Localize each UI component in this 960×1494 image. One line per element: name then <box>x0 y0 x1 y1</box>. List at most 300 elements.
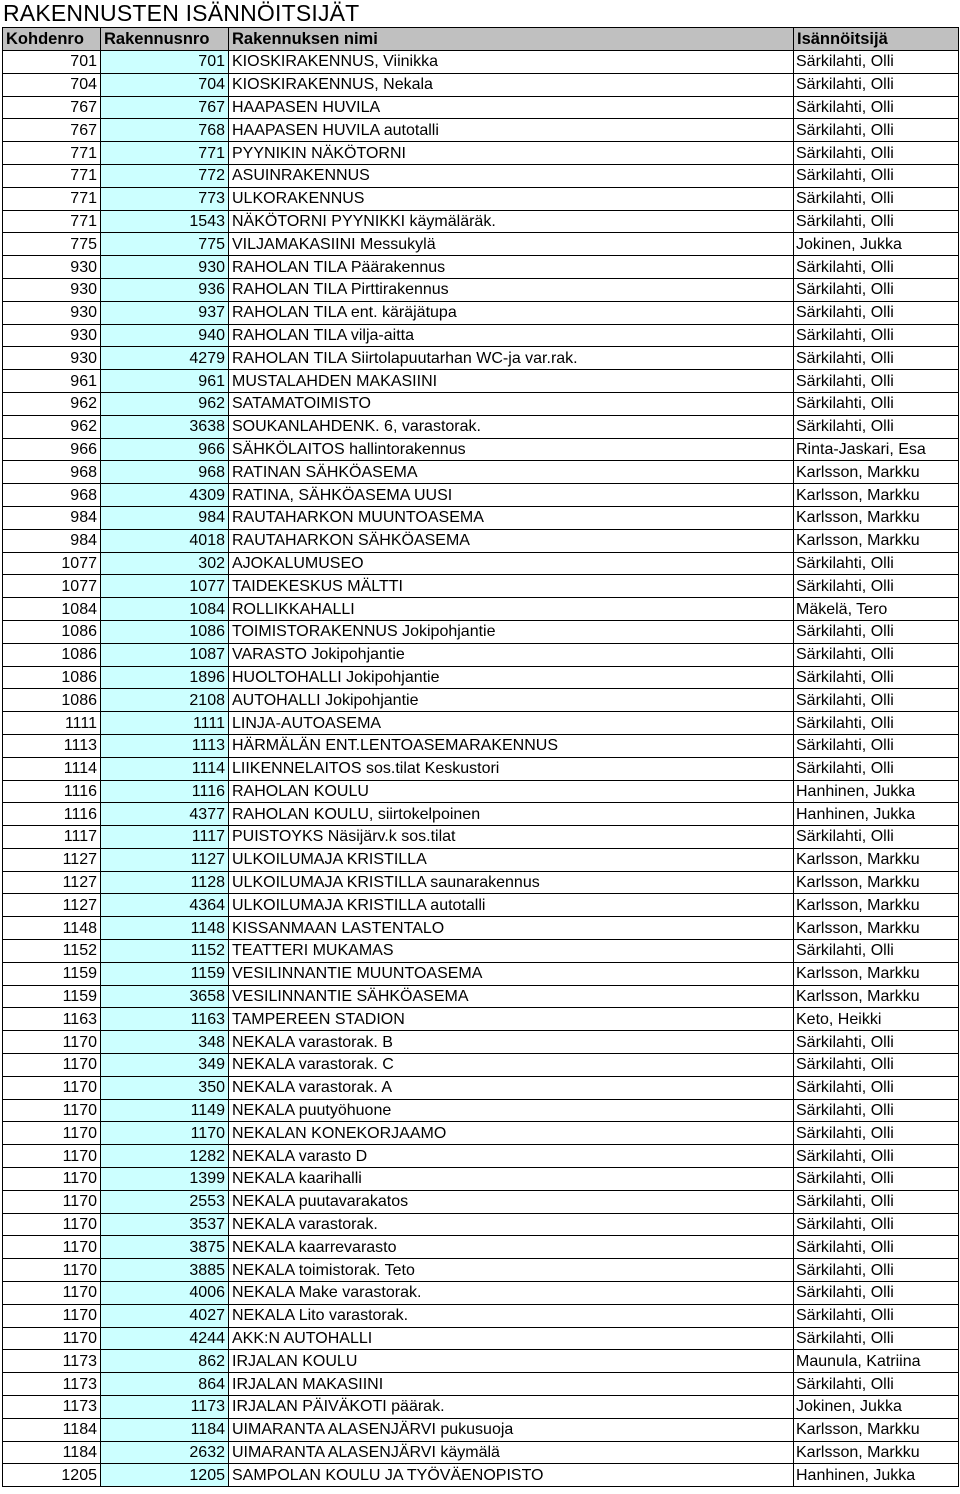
rakennusnro-cell: 4027 <box>101 1304 229 1327</box>
rakennuksen-nimi-cell: ULKORAKENNUS <box>229 187 794 210</box>
rakennuksen-nimi-cell: VESILINNANTIE MUUNTOASEMA <box>229 962 794 985</box>
rakennuksen-nimi-cell: NEKALA varasto D <box>229 1145 794 1168</box>
kohdenro-cell: 1111 <box>3 712 101 735</box>
isannoitsija-cell: Särkilahti, Olli <box>794 347 959 370</box>
kohdenro-cell: 1163 <box>3 1008 101 1031</box>
rakennusnro-cell: 1152 <box>101 940 229 963</box>
rakennuksen-nimi-cell: NEKALAN KONEKORJAAMO <box>229 1122 794 1145</box>
table-row <box>3 1282 959 1305</box>
kohdenro-cell: 1114 <box>3 757 101 780</box>
table-row <box>3 1122 959 1145</box>
kohdenro-cell: 767 <box>3 119 101 142</box>
rakennusnro-cell: 767 <box>101 96 229 119</box>
isannoitsija-cell: Särkilahti, Olli <box>794 940 959 963</box>
kohdenro-cell: 1170 <box>3 1236 101 1259</box>
kohdenro-cell: 1113 <box>3 734 101 757</box>
rakennuksen-nimi-cell: VILJAMAKASIINI Messukylä <box>229 233 794 256</box>
rakennuksen-nimi-cell: ULKOILUMAJA KRISTILLA saunarakennus <box>229 871 794 894</box>
isannoitsija-cell: Särkilahti, Olli <box>794 1122 959 1145</box>
kohdenro-cell: 771 <box>3 142 101 165</box>
rakennusnro-cell: 4006 <box>101 1282 229 1305</box>
rakennuksen-nimi-cell: HUOLTOHALLI Jokipohjantie <box>229 666 794 689</box>
table-row <box>3 1418 959 1441</box>
isannoitsija-cell: Karlsson, Markku <box>794 871 959 894</box>
rakennusnro-cell: 771 <box>101 142 229 165</box>
kohdenro-cell: 930 <box>3 347 101 370</box>
isannoitsija-cell: Särkilahti, Olli <box>794 620 959 643</box>
table-row <box>3 1259 959 1282</box>
rakennuksen-nimi-cell: SATAMATOIMISTO <box>229 392 794 415</box>
table-row <box>3 1190 959 1213</box>
isannoitsija-cell: Särkilahti, Olli <box>794 164 959 187</box>
rakennuksen-nimi-cell: PYYNIKIN NÄKÖTORNI <box>229 142 794 165</box>
kohdenro-cell: 1117 <box>3 826 101 849</box>
kohdenro-cell: 771 <box>3 187 101 210</box>
table-row <box>3 119 959 142</box>
table-row <box>3 484 959 507</box>
table-row <box>3 1373 959 1396</box>
rakennuksen-nimi-cell: ULKOILUMAJA KRISTILLA <box>229 848 794 871</box>
rakennusnro-cell: 864 <box>101 1373 229 1396</box>
kohdenro-cell: 767 <box>3 96 101 119</box>
kohdenro-cell: 1170 <box>3 1168 101 1191</box>
kohdenro-cell: 1127 <box>3 871 101 894</box>
isannoitsija-cell: Särkilahti, Olli <box>794 142 959 165</box>
rakennuksen-nimi-cell: RATINAN SÄHKÖASEMA <box>229 461 794 484</box>
rakennuksen-nimi-cell: PUISTOYKS Näsijärv.k sos.tilat <box>229 826 794 849</box>
kohdenro-cell: 1084 <box>3 598 101 621</box>
isannoitsija-cell: Särkilahti, Olli <box>794 96 959 119</box>
rakennuksen-nimi-cell: SAMPOLAN KOULU JA TYÖVÄENOPISTO <box>229 1464 794 1487</box>
rakennuksen-nimi-cell: HAAPASEN HUVILA <box>229 96 794 119</box>
rakennuksen-nimi-cell: UIMARANTA ALASENJÄRVI käymälä <box>229 1441 794 1464</box>
isannoitsija-cell: Särkilahti, Olli <box>794 51 959 74</box>
rakennusnro-cell: 349 <box>101 1054 229 1077</box>
rakennusnro-cell: 984 <box>101 506 229 529</box>
rakennusnro-cell: 1184 <box>101 1418 229 1441</box>
rakennuksen-nimi-cell: NEKALA puutavarakatos <box>229 1190 794 1213</box>
rakennusnro-cell: 966 <box>101 438 229 461</box>
kohdenro-cell: 1170 <box>3 1076 101 1099</box>
rakennuksen-nimi-cell: RAHOLAN KOULU, siirtokelpoinen <box>229 803 794 826</box>
table-row <box>3 96 959 119</box>
rakennusnro-cell: 1128 <box>101 871 229 894</box>
kohdenro-cell: 930 <box>3 324 101 347</box>
kohdenro-cell: 1170 <box>3 1259 101 1282</box>
rakennusnro-cell: 2108 <box>101 689 229 712</box>
rakennusnro-cell: 1117 <box>101 826 229 849</box>
isannoitsija-cell: Karlsson, Markku <box>794 962 959 985</box>
rakennuksen-nimi-cell: KIOSKIRAKENNUS, Viinikka <box>229 51 794 74</box>
rakennusnro-cell: 1159 <box>101 962 229 985</box>
table-row <box>3 301 959 324</box>
isannoitsija-cell: Karlsson, Markku <box>794 484 959 507</box>
rakennuksen-nimi-cell: TOIMISTORAKENNUS Jokipohjantie <box>229 620 794 643</box>
kohdenro-cell: 1077 <box>3 575 101 598</box>
kohdenro-cell: 1127 <box>3 848 101 871</box>
rakennusnro-cell: 3875 <box>101 1236 229 1259</box>
rakennuksen-nimi-cell: NEKALA Lito varastorak. <box>229 1304 794 1327</box>
kohdenro-cell: 1116 <box>3 803 101 826</box>
rakennusnro-cell: 962 <box>101 392 229 415</box>
rakennusnro-cell: 773 <box>101 187 229 210</box>
isannoitsija-cell: Jokinen, Jukka <box>794 1396 959 1419</box>
rakennusnro-cell: 1077 <box>101 575 229 598</box>
isannoitsija-cell: Särkilahti, Olli <box>794 1304 959 1327</box>
table-row <box>3 142 959 165</box>
table-row <box>3 51 959 74</box>
rakennusnro-cell: 940 <box>101 324 229 347</box>
table-row <box>3 1031 959 1054</box>
rakennusnro-cell: 3658 <box>101 985 229 1008</box>
isannoitsija-cell: Särkilahti, Olli <box>794 415 959 438</box>
isannoitsija-cell: Hanhinen, Jukka <box>794 780 959 803</box>
table-row <box>3 712 959 735</box>
kohdenro-cell: 1148 <box>3 917 101 940</box>
table-row <box>3 278 959 301</box>
isannoitsija-cell: Särkilahti, Olli <box>794 643 959 666</box>
rakennusnro-cell: 3537 <box>101 1213 229 1236</box>
table-row <box>3 461 959 484</box>
isannoitsija-cell: Särkilahti, Olli <box>794 324 959 347</box>
table-row <box>3 438 959 461</box>
isannoitsija-cell: Särkilahti, Olli <box>794 1327 959 1350</box>
column-header-kohdenro: Kohdenro <box>3 28 101 51</box>
rakennuksen-nimi-cell: NEKALA varastorak. A <box>229 1076 794 1099</box>
table-row <box>3 529 959 552</box>
table-row <box>3 1327 959 1350</box>
table-row <box>3 392 959 415</box>
rakennusnro-cell: 1170 <box>101 1122 229 1145</box>
rakennuksen-nimi-cell: NEKALA varastorak. C <box>229 1054 794 1077</box>
rakennuksen-nimi-cell: RATINA, SÄHKÖASEMA UUSI <box>229 484 794 507</box>
rakennuksen-nimi-cell: RAHOLAN TILA ent. käräjätupa <box>229 301 794 324</box>
table-row <box>3 1441 959 1464</box>
isannoitsija-cell: Karlsson, Markku <box>794 529 959 552</box>
kohdenro-cell: 962 <box>3 415 101 438</box>
kohdenro-cell: 1127 <box>3 894 101 917</box>
isannoitsija-cell: Rinta-Jaskari, Esa <box>794 438 959 461</box>
rakennusnro-cell: 1113 <box>101 734 229 757</box>
rakennusnro-cell: 1149 <box>101 1099 229 1122</box>
isannoitsija-cell: Särkilahti, Olli <box>794 370 959 393</box>
rakennuksen-nimi-cell: ASUINRAKENNUS <box>229 164 794 187</box>
isannoitsija-cell: Jokinen, Jukka <box>794 233 959 256</box>
table-row <box>3 1396 959 1419</box>
kohdenro-cell: 1170 <box>3 1099 101 1122</box>
rakennusnro-cell: 4309 <box>101 484 229 507</box>
isannoitsija-cell: Särkilahti, Olli <box>794 119 959 142</box>
table-row <box>3 164 959 187</box>
rakennuksen-nimi-cell: KIOSKIRAKENNUS, Nekala <box>229 73 794 96</box>
rakennuksen-nimi-cell: TAIDEKESKUS MÄLTTI <box>229 575 794 598</box>
rakennuksen-nimi-cell: KISSANMAAN LASTENTALO <box>229 917 794 940</box>
isannoitsija-cell: Särkilahti, Olli <box>794 757 959 780</box>
kohdenro-cell: 968 <box>3 461 101 484</box>
table-row <box>3 324 959 347</box>
rakennusnro-cell: 961 <box>101 370 229 393</box>
isannoitsija-cell: Särkilahti, Olli <box>794 1076 959 1099</box>
table-row <box>3 985 959 1008</box>
rakennusnro-cell: 862 <box>101 1350 229 1373</box>
kohdenro-cell: 1086 <box>3 620 101 643</box>
rakennusnro-cell: 4018 <box>101 529 229 552</box>
rakennuksen-nimi-cell: NEKALA Make varastorak. <box>229 1282 794 1305</box>
isannoitsija-cell: Särkilahti, Olli <box>794 1145 959 1168</box>
kohdenro-cell: 1205 <box>3 1464 101 1487</box>
rakennusnro-cell: 936 <box>101 278 229 301</box>
isannoitsija-cell: Karlsson, Markku <box>794 985 959 1008</box>
kohdenro-cell: 930 <box>3 301 101 324</box>
kohdenro-cell: 930 <box>3 256 101 279</box>
rakennusnro-cell: 1173 <box>101 1396 229 1419</box>
rakennuksen-nimi-cell: UIMARANTA ALASENJÄRVI pukusuoja <box>229 1418 794 1441</box>
isannoitsija-cell: Särkilahti, Olli <box>794 278 959 301</box>
isannoitsija-cell: Särkilahti, Olli <box>794 1259 959 1282</box>
rakennusnro-cell: 1127 <box>101 848 229 871</box>
rakennusnro-cell: 3885 <box>101 1259 229 1282</box>
isannoitsija-cell: Särkilahti, Olli <box>794 73 959 96</box>
rakennusnro-cell: 3638 <box>101 415 229 438</box>
isannoitsija-cell: Keto, Heikki <box>794 1008 959 1031</box>
rakennuksen-nimi-cell: LIIKENNELAITOS sos.tilat Keskustori <box>229 757 794 780</box>
kohdenro-cell: 961 <box>3 370 101 393</box>
rakennuksen-nimi-cell: IRJALAN KOULU <box>229 1350 794 1373</box>
rakennusnro-cell: 1205 <box>101 1464 229 1487</box>
rakennusnro-cell: 704 <box>101 73 229 96</box>
table-row <box>3 506 959 529</box>
isannoitsija-cell: Karlsson, Markku <box>794 917 959 940</box>
rakennusnro-cell: 1087 <box>101 643 229 666</box>
isannoitsija-cell: Maunula, Katriina <box>794 1350 959 1373</box>
rakennuksen-nimi-cell: TEATTERI MUKAMAS <box>229 940 794 963</box>
table-row <box>3 780 959 803</box>
rakennuksen-nimi-cell: IRJALAN PÄIVÄKOTI päärak. <box>229 1396 794 1419</box>
table-row <box>3 1464 959 1487</box>
buildings-table <box>2 27 959 1487</box>
table-row <box>3 1350 959 1373</box>
rakennuksen-nimi-cell: AJOKALUMUSEO <box>229 552 794 575</box>
rakennuksen-nimi-cell: NEKALA puutyöhuone <box>229 1099 794 1122</box>
rakennuksen-nimi-cell: ROLLIKKAHALLI <box>229 598 794 621</box>
rakennuksen-nimi-cell: NEKALA kaarrevarasto <box>229 1236 794 1259</box>
table-body <box>3 51 959 1487</box>
rakennuksen-nimi-cell: NÄKÖTORNI PYYNIKKI käymäläräk. <box>229 210 794 233</box>
rakennusnro-cell: 775 <box>101 233 229 256</box>
kohdenro-cell: 1184 <box>3 1441 101 1464</box>
table-row <box>3 643 959 666</box>
kohdenro-cell: 1077 <box>3 552 101 575</box>
table-row <box>3 734 959 757</box>
table-row <box>3 552 959 575</box>
isannoitsija-cell: Karlsson, Markku <box>794 894 959 917</box>
kohdenro-cell: 1170 <box>3 1122 101 1145</box>
kohdenro-cell: 984 <box>3 506 101 529</box>
rakennusnro-cell: 1282 <box>101 1145 229 1168</box>
table-row <box>3 598 959 621</box>
rakennusnro-cell: 937 <box>101 301 229 324</box>
rakennusnro-cell: 350 <box>101 1076 229 1099</box>
isannoitsija-cell: Särkilahti, Olli <box>794 1236 959 1259</box>
column-header-rakennuksen-nimi: Rakennuksen nimi <box>229 28 794 51</box>
isannoitsija-cell: Karlsson, Markku <box>794 461 959 484</box>
isannoitsija-cell: Särkilahti, Olli <box>794 187 959 210</box>
kohdenro-cell: 1170 <box>3 1282 101 1305</box>
rakennuksen-nimi-cell: NEKALA varastorak. <box>229 1213 794 1236</box>
kohdenro-cell: 1170 <box>3 1213 101 1236</box>
isannoitsija-cell: Mäkelä, Tero <box>794 598 959 621</box>
isannoitsija-cell: Särkilahti, Olli <box>794 689 959 712</box>
isannoitsija-cell: Särkilahti, Olli <box>794 210 959 233</box>
rakennuksen-nimi-cell: AUTOHALLI Jokipohjantie <box>229 689 794 712</box>
rakennusnro-cell: 1114 <box>101 757 229 780</box>
kohdenro-cell: 1170 <box>3 1145 101 1168</box>
kohdenro-cell: 1170 <box>3 1327 101 1350</box>
table-row <box>3 620 959 643</box>
table-row <box>3 1304 959 1327</box>
rakennuksen-nimi-cell: MUSTALAHDEN MAKASIINI <box>229 370 794 393</box>
kohdenro-cell: 775 <box>3 233 101 256</box>
kohdenro-cell: 1159 <box>3 962 101 985</box>
table-row <box>3 1168 959 1191</box>
rakennuksen-nimi-cell: ULKOILUMAJA KRISTILLA autotalli <box>229 894 794 917</box>
rakennuksen-nimi-cell: TAMPEREEN STADION <box>229 1008 794 1031</box>
rakennusnro-cell: 768 <box>101 119 229 142</box>
kohdenro-cell: 930 <box>3 278 101 301</box>
kohdenro-cell: 966 <box>3 438 101 461</box>
kohdenro-cell: 1170 <box>3 1054 101 1077</box>
kohdenro-cell: 1173 <box>3 1350 101 1373</box>
rakennusnro-cell: 1116 <box>101 780 229 803</box>
table-row <box>3 370 959 393</box>
kohdenro-cell: 1116 <box>3 780 101 803</box>
rakennusnro-cell: 2553 <box>101 1190 229 1213</box>
column-header-isannoitsija: Isännöitsijä <box>794 28 959 51</box>
table-row <box>3 1236 959 1259</box>
kohdenro-cell: 984 <box>3 529 101 552</box>
table-row <box>3 826 959 849</box>
rakennuksen-nimi-cell: NEKALA toimistorak. Teto <box>229 1259 794 1282</box>
rakennusnro-cell: 2632 <box>101 1441 229 1464</box>
kohdenro-cell: 1173 <box>3 1396 101 1419</box>
isannoitsija-cell: Karlsson, Markku <box>794 506 959 529</box>
isannoitsija-cell: Särkilahti, Olli <box>794 1213 959 1236</box>
table-row <box>3 415 959 438</box>
rakennusnro-cell: 1148 <box>101 917 229 940</box>
table-row <box>3 1099 959 1122</box>
isannoitsija-cell: Särkilahti, Olli <box>794 301 959 324</box>
rakennusnro-cell: 1543 <box>101 210 229 233</box>
table-row <box>3 871 959 894</box>
isannoitsija-cell: Karlsson, Markku <box>794 1441 959 1464</box>
kohdenro-cell: 704 <box>3 73 101 96</box>
isannoitsija-cell: Särkilahti, Olli <box>794 575 959 598</box>
kohdenro-cell: 1170 <box>3 1031 101 1054</box>
table-row <box>3 1145 959 1168</box>
rakennusnro-cell: 4364 <box>101 894 229 917</box>
rakennuksen-nimi-cell: HÄRMÄLÄN ENT.LENTOASEMARAKENNUS <box>229 734 794 757</box>
table-header-row <box>3 28 959 51</box>
table-row <box>3 187 959 210</box>
table-row <box>3 962 959 985</box>
rakennusnro-cell: 1084 <box>101 598 229 621</box>
kohdenro-cell: 1086 <box>3 666 101 689</box>
rakennuksen-nimi-cell: RAHOLAN TILA Siirtolapuutarhan WC-ja var.rak. <box>229 347 794 370</box>
table-row <box>3 73 959 96</box>
rakennusnro-cell: 4244 <box>101 1327 229 1350</box>
kohdenro-cell: 1170 <box>3 1304 101 1327</box>
kohdenro-cell: 1152 <box>3 940 101 963</box>
isannoitsija-cell: Särkilahti, Olli <box>794 712 959 735</box>
rakennuksen-nimi-cell: IRJALAN MAKASIINI <box>229 1373 794 1396</box>
rakennuksen-nimi-cell: VARASTO Jokipohjantie <box>229 643 794 666</box>
isannoitsija-cell: Särkilahti, Olli <box>794 256 959 279</box>
rakennuksen-nimi-cell: SOUKANLAHDENK. 6, varastorak. <box>229 415 794 438</box>
rakennusnro-cell: 1399 <box>101 1168 229 1191</box>
rakennusnro-cell: 4279 <box>101 347 229 370</box>
rakennuksen-nimi-cell: HAAPASEN HUVILA autotalli <box>229 119 794 142</box>
table-row <box>3 233 959 256</box>
table-row <box>3 689 959 712</box>
rakennusnro-cell: 772 <box>101 164 229 187</box>
isannoitsija-cell: Särkilahti, Olli <box>794 1373 959 1396</box>
isannoitsija-cell: Särkilahti, Olli <box>794 392 959 415</box>
kohdenro-cell: 1170 <box>3 1190 101 1213</box>
rakennusnro-cell: 701 <box>101 51 229 74</box>
isannoitsija-cell: Särkilahti, Olli <box>794 552 959 575</box>
isannoitsija-cell: Särkilahti, Olli <box>794 1190 959 1213</box>
isannoitsija-cell: Särkilahti, Olli <box>794 1099 959 1122</box>
rakennusnro-cell: 968 <box>101 461 229 484</box>
kohdenro-cell: 968 <box>3 484 101 507</box>
isannoitsija-cell: Särkilahti, Olli <box>794 734 959 757</box>
table-row <box>3 757 959 780</box>
kohdenro-cell: 771 <box>3 164 101 187</box>
table-row <box>3 256 959 279</box>
rakennuksen-nimi-cell: NEKALA kaarihalli <box>229 1168 794 1191</box>
table-row <box>3 575 959 598</box>
rakennusnro-cell: 1111 <box>101 712 229 735</box>
isannoitsija-cell: Hanhinen, Jukka <box>794 1464 959 1487</box>
table-row <box>3 894 959 917</box>
table-row <box>3 210 959 233</box>
table-row <box>3 1054 959 1077</box>
rakennusnro-cell: 348 <box>101 1031 229 1054</box>
rakennusnro-cell: 930 <box>101 256 229 279</box>
kohdenro-cell: 1184 <box>3 1418 101 1441</box>
table-row <box>3 803 959 826</box>
kohdenro-cell: 1159 <box>3 985 101 1008</box>
table-row <box>3 917 959 940</box>
rakennuksen-nimi-cell: RAHOLAN TILA vilja-aitta <box>229 324 794 347</box>
isannoitsija-cell: Särkilahti, Olli <box>794 1031 959 1054</box>
table-row <box>3 347 959 370</box>
table-row <box>3 848 959 871</box>
rakennuksen-nimi-cell: RAHOLAN TILA Pirttirakennus <box>229 278 794 301</box>
rakennuksen-nimi-cell: VESILINNANTIE SÄHKÖASEMA <box>229 985 794 1008</box>
isannoitsija-cell: Särkilahti, Olli <box>794 1054 959 1077</box>
isannoitsija-cell: Särkilahti, Olli <box>794 666 959 689</box>
isannoitsija-cell: Hanhinen, Jukka <box>794 803 959 826</box>
rakennusnro-cell: 1896 <box>101 666 229 689</box>
isannoitsija-cell: Särkilahti, Olli <box>794 1168 959 1191</box>
rakennuksen-nimi-cell: RAHOLAN KOULU <box>229 780 794 803</box>
rakennuksen-nimi-cell: SÄHKÖLAITOS hallintorakennus <box>229 438 794 461</box>
kohdenro-cell: 962 <box>3 392 101 415</box>
isannoitsija-cell: Karlsson, Markku <box>794 1418 959 1441</box>
column-header-rakennusnro: Rakennusnro <box>101 28 229 51</box>
kohdenro-cell: 1086 <box>3 643 101 666</box>
